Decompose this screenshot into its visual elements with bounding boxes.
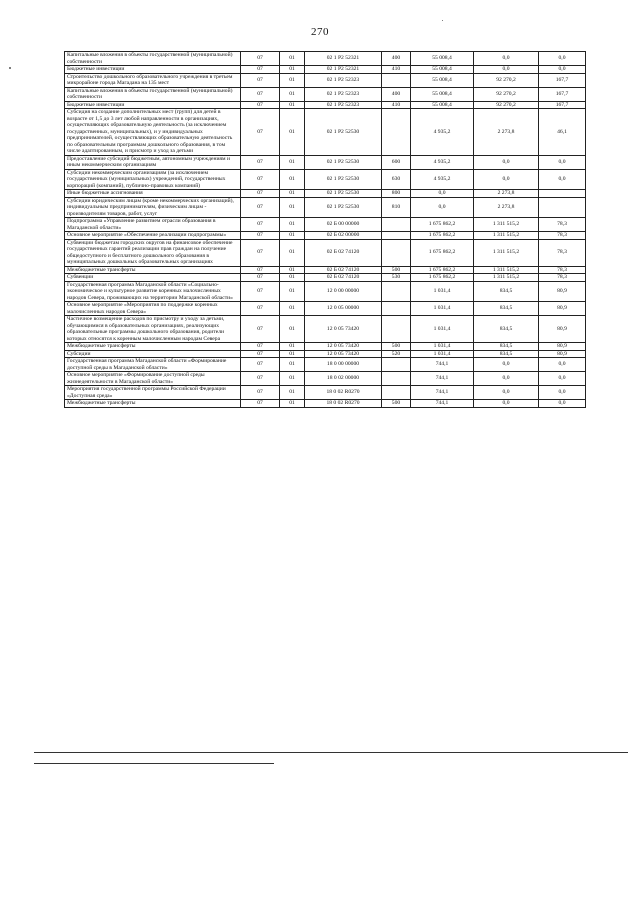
row-subsection-cell: 01 xyxy=(280,316,305,343)
table-row xyxy=(65,358,586,372)
table-row xyxy=(65,101,586,109)
row-name-cell: Субсидии юридическим лицам (кроме некоммерческих организаций), индивидуальным предпринимателям, физическим лицам - производителям товаров, работ, услуг xyxy=(65,197,241,218)
row-name-cell: Межбюджетные трансферты xyxy=(65,266,241,274)
row-section-cell: 07 xyxy=(241,190,280,198)
row-executed-amount-cell: 0,0 xyxy=(474,155,539,169)
row-executed-amount-cell: 834,5 xyxy=(474,281,539,302)
row-name-cell: Государственная программа Магаданской области «Социально-экономическое и культурное развитие коренных малочисленных народов Севера, проживающих на территории Магаданской области» xyxy=(65,281,241,302)
row-section-cell: 07 xyxy=(241,197,280,218)
table-row xyxy=(65,400,586,408)
row-section-cell: 07 xyxy=(241,52,280,66)
row-percent-cell: 46,1 xyxy=(539,109,586,156)
row-subsection-cell: 01 xyxy=(280,343,305,351)
budget-table xyxy=(64,51,586,408)
row-section-cell: 07 xyxy=(241,274,280,282)
row-planned-amount-cell: 4 935,2 xyxy=(411,155,474,169)
row-section-cell: 07 xyxy=(241,266,280,274)
row-name-cell: Основное мероприятие «Обеспечение реализации подпрограммы» xyxy=(65,232,241,240)
row-section-cell: 07 xyxy=(241,87,280,101)
table-row xyxy=(65,316,586,343)
table-row xyxy=(65,73,586,87)
row-section-cell: 07 xyxy=(241,218,280,232)
row-target-article-cell: 18 0 02 R0270 xyxy=(305,400,382,408)
row-section-cell: 07 xyxy=(241,350,280,358)
table-row xyxy=(65,155,586,169)
row-section-cell: 07 xyxy=(241,302,280,316)
row-executed-amount-cell: 0,0 xyxy=(474,358,539,372)
row-executed-amount-cell: 834,5 xyxy=(474,316,539,343)
row-executed-amount-cell: 1 311 515,2 xyxy=(474,239,539,266)
row-target-article-cell: 02 1 P2 52530 xyxy=(305,109,382,156)
row-planned-amount-cell: 0,0 xyxy=(411,197,474,218)
row-target-article-cell: 02 1 P2 52321 xyxy=(305,52,382,66)
row-executed-amount-cell: 834,5 xyxy=(474,350,539,358)
footer-rule-short xyxy=(34,763,274,764)
row-target-article-cell: 12 0 05 73420 xyxy=(305,350,382,358)
row-planned-amount-cell: 1 031,4 xyxy=(411,316,474,343)
row-section-cell: 07 xyxy=(241,386,280,400)
row-percent-cell: 0,0 xyxy=(539,169,586,190)
row-executed-amount-cell: 834,5 xyxy=(474,302,539,316)
row-target-article-cell: 02 1 P2 52323 xyxy=(305,73,382,87)
row-target-article-cell: 02 Б 02 74120 xyxy=(305,239,382,266)
row-percent-cell: 0,0 xyxy=(539,155,586,169)
row-planned-amount-cell: 744,1 xyxy=(411,386,474,400)
row-name-cell: Межбюджетные трансферты xyxy=(65,343,241,351)
row-percent-cell: 78,3 xyxy=(539,218,586,232)
row-percent-cell: 0,0 xyxy=(539,386,586,400)
row-expense-type-cell xyxy=(382,239,411,266)
row-planned-amount-cell: 0,0 xyxy=(411,190,474,198)
table-row xyxy=(65,109,586,156)
row-target-article-cell: 12 0 05 73420 xyxy=(305,316,382,343)
table-row xyxy=(65,302,586,316)
row-executed-amount-cell: 92 270,2 xyxy=(474,101,539,109)
row-planned-amount-cell: 744,1 xyxy=(411,358,474,372)
row-name-cell: Субвенции бюджетам городских округов на финансовое обеспечение государственных гарантий реализации прав граждан на получение общедоступного и бесплатного дошкольного образования в муниципальных дошкольных образовательных организациях xyxy=(65,239,241,266)
row-name-cell: Субсидии xyxy=(65,350,241,358)
row-percent-cell: 80,9 xyxy=(539,343,586,351)
row-expense-type-cell xyxy=(382,281,411,302)
row-name-cell: Иные бюджетные ассигнования xyxy=(65,190,241,198)
row-target-article-cell: 02 Б 02 00000 xyxy=(305,232,382,240)
row-name-cell: Подпрограмма «Управление развитием отрасли образования в Магаданской области» xyxy=(65,218,241,232)
row-expense-type-cell: 630 xyxy=(382,169,411,190)
row-planned-amount-cell: 1 031,4 xyxy=(411,302,474,316)
row-planned-amount-cell: 1 675 862,2 xyxy=(411,218,474,232)
row-percent-cell: 80,9 xyxy=(539,281,586,302)
row-subsection-cell: 01 xyxy=(280,101,305,109)
scan-speck xyxy=(442,20,443,21)
row-section-cell: 07 xyxy=(241,232,280,240)
row-name-cell: Государственная программа Магаданской области «Формирование доступной среды в Магаданской области» xyxy=(65,358,241,372)
row-percent-cell xyxy=(539,190,586,198)
row-percent-cell: 80,9 xyxy=(539,302,586,316)
row-expense-type-cell: 500 xyxy=(382,266,411,274)
row-percent-cell: 0,0 xyxy=(539,66,586,74)
row-target-article-cell: 02 Б 02 74120 xyxy=(305,274,382,282)
row-subsection-cell: 01 xyxy=(280,350,305,358)
row-expense-type-cell xyxy=(382,232,411,240)
row-name-cell: Мероприятия государственной программы Российской Федерации «Доступная среда» xyxy=(65,386,241,400)
row-section-cell: 07 xyxy=(241,239,280,266)
row-executed-amount-cell: 2 273,8 xyxy=(474,190,539,198)
row-subsection-cell: 01 xyxy=(280,274,305,282)
row-name-cell: Капитальные вложения в объекты государственной (муниципальной) собственности xyxy=(65,52,241,66)
row-percent-cell xyxy=(539,197,586,218)
row-name-cell: Бюджетные инвестиции xyxy=(65,101,241,109)
row-executed-amount-cell: 92 270,2 xyxy=(474,87,539,101)
row-subsection-cell: 01 xyxy=(280,73,305,87)
row-target-article-cell: 12 0 05 73420 xyxy=(305,343,382,351)
row-expense-type-cell: 410 xyxy=(382,101,411,109)
row-expense-type-cell xyxy=(382,316,411,343)
table-row xyxy=(65,343,586,351)
row-percent-cell: 80,9 xyxy=(539,350,586,358)
row-target-article-cell: 18 0 02 00000 xyxy=(305,372,382,386)
row-percent-cell: 78,3 xyxy=(539,274,586,282)
table-row xyxy=(65,386,586,400)
row-subsection-cell: 01 xyxy=(280,169,305,190)
row-section-cell: 07 xyxy=(241,281,280,302)
row-percent-cell: 0,0 xyxy=(539,52,586,66)
table-row xyxy=(65,372,586,386)
row-expense-type-cell xyxy=(382,73,411,87)
row-subsection-cell: 01 xyxy=(280,386,305,400)
row-planned-amount-cell: 1 031,4 xyxy=(411,281,474,302)
row-section-cell: 07 xyxy=(241,155,280,169)
row-target-article-cell: 02 1 P2 52323 xyxy=(305,101,382,109)
row-percent-cell: 78,3 xyxy=(539,232,586,240)
table-row xyxy=(65,197,586,218)
row-subsection-cell: 01 xyxy=(280,66,305,74)
row-section-cell: 07 xyxy=(241,400,280,408)
row-planned-amount-cell: 55 008,4 xyxy=(411,52,474,66)
row-executed-amount-cell: 2 273,8 xyxy=(474,197,539,218)
row-name-cell: Частичное возмещение расходов по присмотру и уходу за детьми, обучающимися в образовательных организациях, реализующих образовательные программы дошкольного образования, родители которых относятся к коренным малочисленным народам Севера xyxy=(65,316,241,343)
row-executed-amount-cell: 92 270,2 xyxy=(474,73,539,87)
row-expense-type-cell: 500 xyxy=(382,400,411,408)
table-row xyxy=(65,232,586,240)
row-subsection-cell: 01 xyxy=(280,372,305,386)
row-section-cell: 07 xyxy=(241,169,280,190)
row-expense-type-cell: 810 xyxy=(382,197,411,218)
row-planned-amount-cell: 744,1 xyxy=(411,400,474,408)
row-percent-cell: 0,0 xyxy=(539,358,586,372)
row-planned-amount-cell: 4 935,2 xyxy=(411,169,474,190)
row-target-article-cell: 02 Б 02 74120 xyxy=(305,266,382,274)
row-executed-amount-cell: 2 273,8 xyxy=(474,109,539,156)
row-section-cell: 07 xyxy=(241,372,280,386)
row-name-cell: Субвенции xyxy=(65,274,241,282)
row-executed-amount-cell: 1 311 515,2 xyxy=(474,274,539,282)
row-expense-type-cell: 520 xyxy=(382,350,411,358)
row-expense-type-cell: 600 xyxy=(382,155,411,169)
row-executed-amount-cell: 0,0 xyxy=(474,52,539,66)
row-planned-amount-cell: 1 675 862,2 xyxy=(411,232,474,240)
row-subsection-cell: 01 xyxy=(280,302,305,316)
row-percent-cell: 167,7 xyxy=(539,87,586,101)
table-row xyxy=(65,266,586,274)
row-subsection-cell: 01 xyxy=(280,281,305,302)
row-percent-cell: 167,7 xyxy=(539,73,586,87)
page-number: 270 xyxy=(311,26,329,38)
row-subsection-cell: 01 xyxy=(280,218,305,232)
row-name-cell: Основное мероприятие «Формирование доступной среды жизнедеятельности в Магаданской области» xyxy=(65,372,241,386)
row-section-cell: 07 xyxy=(241,316,280,343)
row-executed-amount-cell: 1 311 515,2 xyxy=(474,266,539,274)
row-section-cell: 07 xyxy=(241,101,280,109)
row-executed-amount-cell: 1 311 515,2 xyxy=(474,232,539,240)
row-target-article-cell: 12 0 05 00000 xyxy=(305,302,382,316)
row-executed-amount-cell: 0,0 xyxy=(474,66,539,74)
row-name-cell: Межбюджетные трансферты xyxy=(65,400,241,408)
row-planned-amount-cell: 55 008,4 xyxy=(411,73,474,87)
row-executed-amount-cell: 834,5 xyxy=(474,343,539,351)
footer-rule xyxy=(34,752,628,753)
row-target-article-cell: 02 1 P2 52323 xyxy=(305,87,382,101)
row-expense-type-cell xyxy=(382,109,411,156)
row-subsection-cell: 01 xyxy=(280,155,305,169)
row-percent-cell: 80,9 xyxy=(539,316,586,343)
row-target-article-cell: 02 1 P2 52530 xyxy=(305,190,382,198)
row-executed-amount-cell: 1 311 515,2 xyxy=(474,218,539,232)
row-planned-amount-cell: 1 031,4 xyxy=(411,343,474,351)
row-planned-amount-cell: 1 675 862,2 xyxy=(411,266,474,274)
row-executed-amount-cell: 0,0 xyxy=(474,386,539,400)
row-subsection-cell: 01 xyxy=(280,232,305,240)
table-row xyxy=(65,52,586,66)
row-target-article-cell: 18 0 00 00000 xyxy=(305,358,382,372)
row-planned-amount-cell: 1 675 862,2 xyxy=(411,274,474,282)
row-planned-amount-cell: 744,1 xyxy=(411,372,474,386)
table-row xyxy=(65,239,586,266)
row-name-cell: Бюджетные инвестиции xyxy=(65,66,241,74)
table-row xyxy=(65,169,586,190)
row-executed-amount-cell: 0,0 xyxy=(474,400,539,408)
row-name-cell: Капитальные вложения в объекты государственной (муниципальной) собственности xyxy=(65,87,241,101)
row-subsection-cell: 01 xyxy=(280,266,305,274)
table-row xyxy=(65,66,586,74)
row-target-article-cell: 02 Б 00 00000 xyxy=(305,218,382,232)
scan-speck xyxy=(9,67,11,69)
row-percent-cell: 0,0 xyxy=(539,400,586,408)
table-row xyxy=(65,190,586,198)
row-target-article-cell: 02 1 P2 52530 xyxy=(305,155,382,169)
row-target-article-cell: 02 1 P2 52530 xyxy=(305,169,382,190)
row-name-cell: Строительство дошкольного образовательного учреждения в третьем микрорайоне города Магадана на 135 мест xyxy=(65,73,241,87)
row-subsection-cell: 01 xyxy=(280,109,305,156)
row-section-cell: 07 xyxy=(241,109,280,156)
row-expense-type-cell xyxy=(382,302,411,316)
row-subsection-cell: 01 xyxy=(280,358,305,372)
row-expense-type-cell xyxy=(382,372,411,386)
row-section-cell: 07 xyxy=(241,358,280,372)
row-expense-type-cell: 400 xyxy=(382,87,411,101)
row-target-article-cell: 12 0 00 00000 xyxy=(305,281,382,302)
row-subsection-cell: 01 xyxy=(280,197,305,218)
row-name-cell: Основное мероприятие «Мероприятия по поддержке коренных малочисленных народов Севера» xyxy=(65,302,241,316)
row-subsection-cell: 01 xyxy=(280,87,305,101)
table-row xyxy=(65,87,586,101)
row-percent-cell: 167,7 xyxy=(539,101,586,109)
row-expense-type-cell: 410 xyxy=(382,66,411,74)
row-name-cell: Субсидия на создание дополнительных мест (групп) для детей в возрасте от 1,5 до 3 лет любой направленности в организациях, осуществляющих образовательную деятельность (за исключением государственных, муниципальных), и у индивидуальных предпринимателей, осуществляющих образовательную деятельность по образовательным программам дошкольного образования, в том числе адаптированным, и присмотр и уход за детьми xyxy=(65,109,241,156)
row-planned-amount-cell: 1 675 862,2 xyxy=(411,239,474,266)
row-expense-type-cell: 500 xyxy=(382,343,411,351)
row-expense-type-cell xyxy=(382,358,411,372)
row-percent-cell: 0,0 xyxy=(539,372,586,386)
row-planned-amount-cell: 4 935,2 xyxy=(411,109,474,156)
row-expense-type-cell xyxy=(382,218,411,232)
row-planned-amount-cell: 55 008,4 xyxy=(411,66,474,74)
row-expense-type-cell: 530 xyxy=(382,274,411,282)
row-subsection-cell: 01 xyxy=(280,190,305,198)
row-expense-type-cell: 800 xyxy=(382,190,411,198)
table-row xyxy=(65,350,586,358)
table-row xyxy=(65,218,586,232)
row-target-article-cell: 18 0 02 R0270 xyxy=(305,386,382,400)
row-percent-cell: 78,3 xyxy=(539,266,586,274)
row-planned-amount-cell: 55 008,4 xyxy=(411,101,474,109)
row-subsection-cell: 01 xyxy=(280,52,305,66)
row-subsection-cell: 01 xyxy=(280,400,305,408)
row-expense-type-cell xyxy=(382,386,411,400)
row-section-cell: 07 xyxy=(241,66,280,74)
row-executed-amount-cell: 0,0 xyxy=(474,372,539,386)
row-planned-amount-cell: 55 008,4 xyxy=(411,87,474,101)
row-executed-amount-cell: 0,0 xyxy=(474,169,539,190)
row-target-article-cell: 02 1 P2 52530 xyxy=(305,197,382,218)
row-target-article-cell: 02 1 P2 52321 xyxy=(305,66,382,74)
row-section-cell: 07 xyxy=(241,343,280,351)
row-expense-type-cell: 400 xyxy=(382,52,411,66)
budget-table-body xyxy=(65,52,586,408)
table-row xyxy=(65,274,586,282)
row-name-cell: Субсидии некоммерческим организациям (за исключением государственных (муниципальных) учреждений, государственных корпораций (компаний), публично-правовых компаний) xyxy=(65,169,241,190)
row-name-cell: Предоставление субсидий бюджетным, автономным учреждениям и иным некоммерческим организациям xyxy=(65,155,241,169)
row-section-cell: 07 xyxy=(241,73,280,87)
table-row xyxy=(65,281,586,302)
row-subsection-cell: 01 xyxy=(280,239,305,266)
row-percent-cell: 78,3 xyxy=(539,239,586,266)
row-planned-amount-cell: 1 031,4 xyxy=(411,350,474,358)
